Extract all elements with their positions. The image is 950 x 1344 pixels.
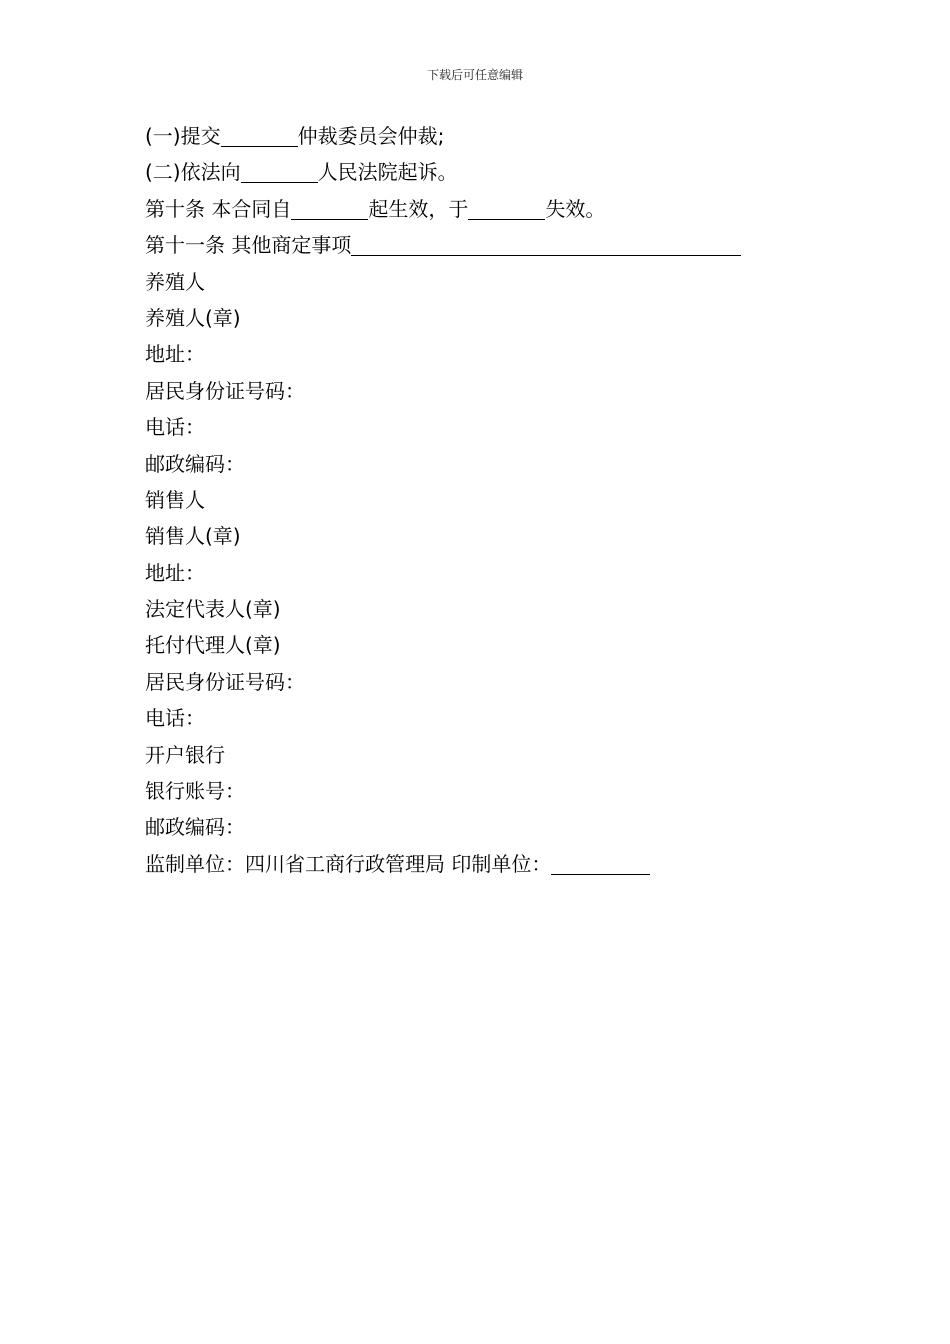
article-11 [145,227,845,263]
breeder-postcode: 邮政编码： [145,451,245,476]
breeder-id-number: 居民身份证号码： [145,378,305,403]
seller-address: 地址： [145,560,205,585]
footer-supervisor-text: 监制单位：四川省工商行政管理局 印制单位： [145,851,552,876]
article-11-prefix: 第十一条 其他商定事项 [145,233,352,258]
seller-agent: 托付代理人(章) [145,633,281,658]
article-10-prefix: 第十条 本合同自 [145,196,292,221]
blank-other-matters [351,233,741,256]
clause-arbitration [145,118,845,154]
seller-account: 银行账号： [145,779,245,804]
breeder-seal: 养殖人(章) [145,305,241,330]
blank-expiry-date [468,197,545,220]
page-header-note: 下载后可任意编辑 [426,68,523,82]
breeder-title: 养殖人 [145,269,205,294]
footer-supervisor [145,846,845,882]
article-10 [145,191,845,227]
seller-legal-rep: 法定代表人(章) [145,597,281,622]
blank-effective-date [291,197,368,220]
seller-postcode: 邮政编码： [145,815,245,840]
seller-title: 销售人 [145,487,205,512]
seller-seal: 销售人(章) [145,524,241,549]
blank-court [241,160,318,183]
seller-bank: 开户银行 [145,742,225,767]
breeder-address: 地址： [145,342,205,367]
seller-phone: 电话： [145,706,205,731]
clause-arbitration-prefix: (一)提交 [145,124,221,148]
blank-arbitration-committee [221,124,298,147]
clause-lawsuit-suffix: 人民法院起诉。 [317,160,458,185]
blank-printing-unit [551,852,650,875]
clause-arbitration-suffix: 仲裁委员会仲裁; [297,124,445,148]
article-10-suffix: 失效。 [545,196,606,221]
article-10-mid: 起生效，于 [368,196,469,221]
contract-body [145,118,845,882]
seller-id-number: 居民身份证号码： [145,669,305,694]
breeder-phone: 电话： [145,415,205,440]
clause-lawsuit-prefix: (二)依法向 [145,160,241,185]
clause-lawsuit [145,154,845,190]
